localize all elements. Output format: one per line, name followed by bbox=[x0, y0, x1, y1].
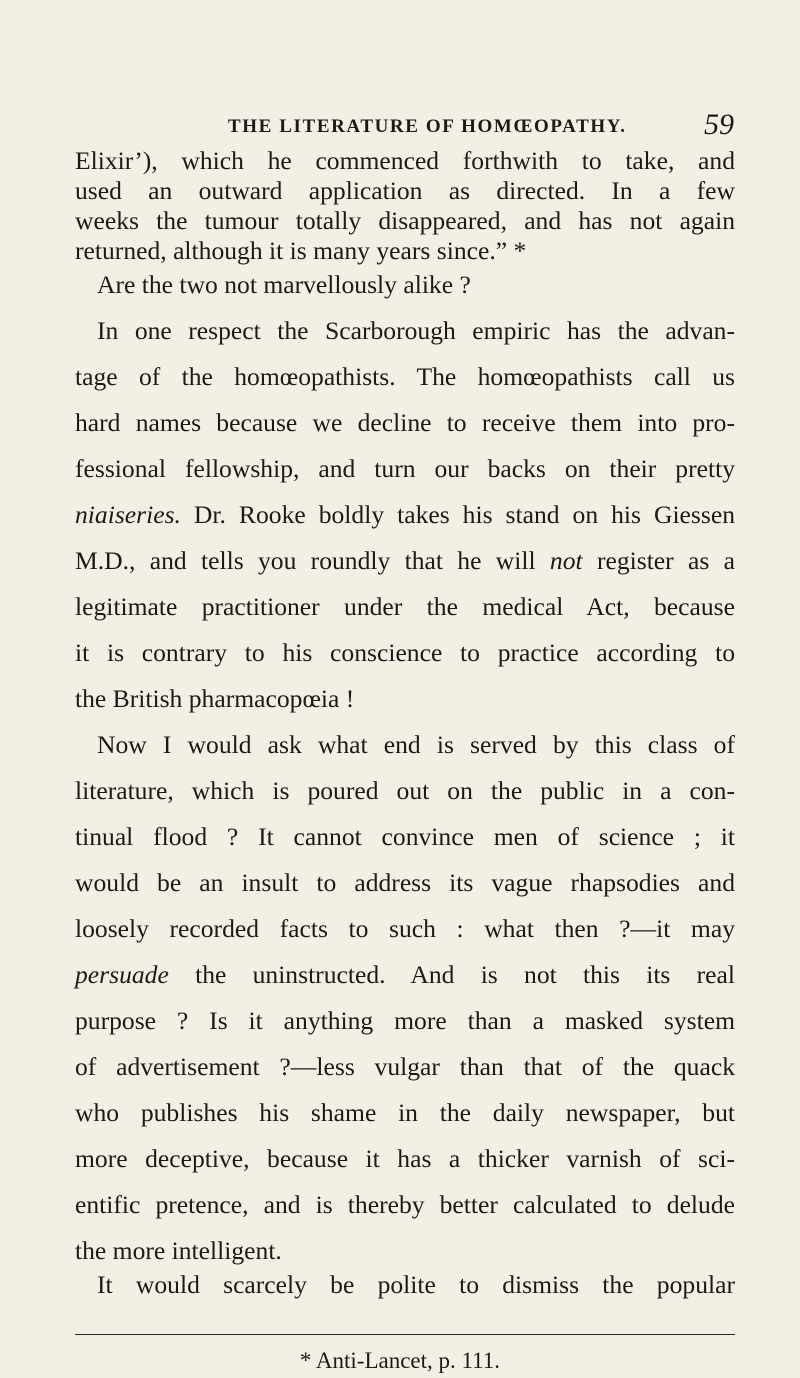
text-line: Elixir’), which he commenced forthwith to take, and bbox=[75, 146, 735, 175]
text-line: loosely recorded facts to such : what then ?—it may bbox=[75, 914, 735, 943]
text-line: of advertisement ?—less vulgar than that of the quack bbox=[75, 1052, 735, 1081]
italic-word: not bbox=[549, 546, 583, 575]
text-line: entific pretence, and is thereby better calculated to delude bbox=[75, 1190, 735, 1219]
text-fragment: register as a bbox=[582, 546, 735, 575]
footnote-divider bbox=[75, 1334, 735, 1335]
text-line: hard names because we decline to receive them into pro- bbox=[75, 408, 735, 437]
text-line: weeks the tumour totally disappeared, and has not again bbox=[75, 206, 735, 235]
text-line bbox=[75, 960, 735, 1006]
footnote: * Anti-Lancet, p. 111. bbox=[299, 1348, 501, 1373]
text-line: returned, although it is many years since.” * bbox=[75, 236, 527, 265]
text-line: legitimate practitioner under the medical Act, because bbox=[75, 592, 735, 621]
italic-word: niaiseries. bbox=[75, 500, 181, 529]
text-line: literature, which is poured out on the public in a con- bbox=[75, 776, 735, 805]
text-line: tage of the homœopathists. The homœopathists call us bbox=[75, 362, 735, 391]
text-line: tinual flood ? It cannot convince men of science ; it bbox=[75, 822, 735, 851]
running-title: THE LITERATURE OF HOMŒOPATHY. bbox=[228, 116, 627, 137]
text-line: used an outward application as directed. In a few bbox=[75, 176, 735, 205]
text-line bbox=[75, 546, 735, 592]
text-line: the British pharmacopœia ! bbox=[75, 684, 355, 713]
page-number: 59 bbox=[704, 108, 734, 141]
italic-word: persuade bbox=[75, 960, 169, 989]
text-line: In one respect the Scarborough empiric has the advan- bbox=[97, 316, 735, 345]
running-head bbox=[0, 108, 800, 148]
text-line: Are the two not marvellously alike ? bbox=[97, 270, 471, 299]
text-line: the more intelligent. bbox=[75, 1236, 282, 1265]
text-line: would be an insult to address its vague rhapsodies and bbox=[75, 868, 735, 897]
text-fragment: the uninstructed. And is not this its real bbox=[168, 960, 735, 989]
body-text bbox=[75, 146, 735, 1316]
text-line: fessional fellowship, and turn our backs on their pretty bbox=[75, 454, 735, 483]
text-line: Now I would ask what end is served by this class of bbox=[97, 730, 735, 759]
text-line: more deceptive, because it has a thicker varnish of sci- bbox=[75, 1144, 735, 1173]
text-fragment: Dr. Rooke boldly takes his stand on his Giessen bbox=[180, 500, 735, 529]
text-line: it is contrary to his conscience to practice according to bbox=[75, 638, 735, 667]
text-line: It would scarcely be polite to dismiss the popular bbox=[97, 1270, 735, 1299]
text-line: purpose ? Is it anything more than a masked system bbox=[75, 1006, 735, 1035]
text-line bbox=[75, 500, 735, 546]
text-line: who publishes his shame in the daily newspaper, but bbox=[75, 1098, 735, 1127]
text-fragment: M.D., and tells you roundly that he will bbox=[75, 546, 550, 575]
